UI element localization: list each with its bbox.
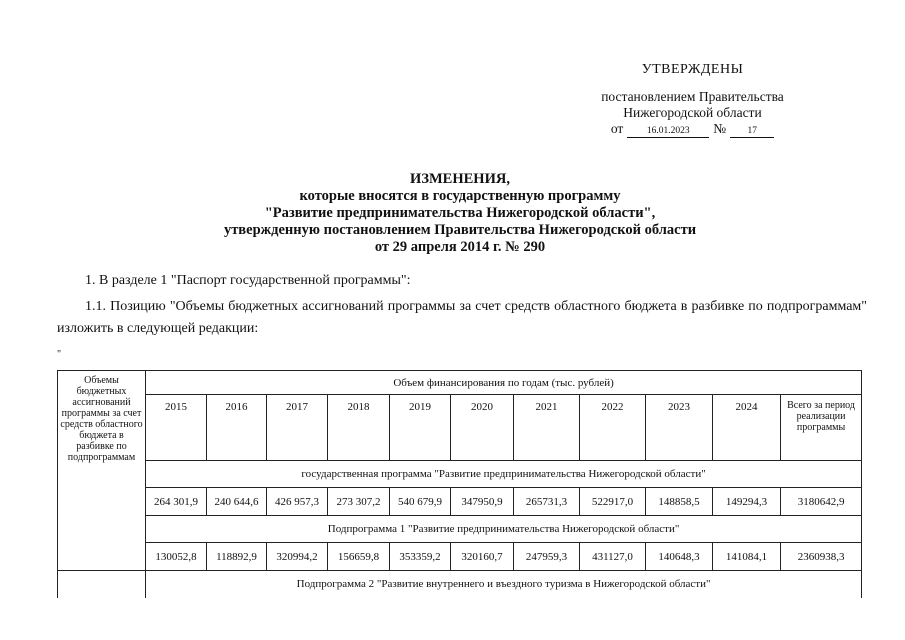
year-header: 2023	[646, 395, 713, 461]
year-header: 2016	[207, 395, 267, 461]
from-label: от	[610, 121, 624, 136]
section-title: Подпрограмма 2 "Развитие внутреннего и въездного туризма в Нижегородской области"	[146, 571, 862, 598]
row-label-cell: Объемы бюджетных ассигнований программы за счет средств областного бюджета в разбивке по подпрограммам	[58, 371, 146, 571]
value-cell: 240 644,6	[207, 488, 267, 516]
year-header: 2019	[390, 395, 451, 461]
section-title: Подпрограмма 1 "Развитие предпринимательства Нижегородской области"	[146, 516, 862, 543]
financing-header: Объем финансирования по годам (тыс. рублей)	[146, 371, 862, 395]
value-cell: 265731,3	[514, 488, 580, 516]
value-cell: 431127,0	[580, 543, 646, 571]
value-cell: 247959,3	[514, 543, 580, 571]
value-cell: 156659,8	[328, 543, 390, 571]
approval-line-1: постановлением Правительства	[601, 89, 784, 104]
table-row	[58, 543, 862, 571]
title-line-4: утвержденную постановлением Правительства Нижегородской области	[223, 222, 697, 238]
total-header: Всего за период реализации программы	[781, 395, 862, 461]
year-header: 2021	[514, 395, 580, 461]
title-line-2: которые вносятся в государственную программу	[299, 188, 621, 204]
title-line-3: "Развитие предпринимательства Нижегородской области",	[264, 205, 656, 221]
paragraph-1-1: 1.1. Позицию "Объемы бюджетных ассигнований программы за счет средств областного бюджета в разбивке по подпрограммам" изложить в следующей редакции:	[57, 299, 867, 336]
year-header: 2020	[451, 395, 514, 461]
value-cell: 426 957,3	[267, 488, 328, 516]
year-header: 2017	[267, 395, 328, 461]
number-label: №	[713, 121, 727, 136]
section-title: государственная программа "Развитие предпринимательства Нижегородской области"	[146, 461, 862, 488]
year-header: 2015	[146, 395, 207, 461]
approval-heading: УТВЕРЖДЕНЫ	[641, 62, 744, 77]
row-label-continuation	[58, 571, 146, 598]
total-cell: 3180642,9	[781, 488, 862, 516]
opening-quote: "	[57, 349, 62, 360]
value-cell: 273 307,2	[328, 488, 390, 516]
paragraph-1: 1. В разделе 1 "Паспорт государственной программы":	[85, 273, 411, 288]
total-cell: 2360938,3	[781, 543, 862, 571]
title-line-1: ИЗМЕНЕНИЯ,	[410, 171, 510, 187]
approval-date: 16.01.2023	[627, 126, 709, 138]
year-header: 2022	[580, 395, 646, 461]
year-header: 2018	[328, 395, 390, 461]
document-title	[100, 171, 820, 256]
value-cell: 148858,5	[646, 488, 713, 516]
value-cell: 141084,1	[713, 543, 781, 571]
approval-date-line	[585, 121, 800, 138]
value-cell: 353359,2	[390, 543, 451, 571]
value-cell: 320160,7	[451, 543, 514, 571]
year-header: 2024	[713, 395, 781, 461]
value-cell: 320994,2	[267, 543, 328, 571]
value-cell: 347950,9	[451, 488, 514, 516]
budget-table	[57, 370, 862, 598]
approval-block	[585, 89, 800, 138]
value-cell: 140648,3	[646, 543, 713, 571]
table-row	[58, 488, 862, 516]
value-cell: 522917,0	[580, 488, 646, 516]
value-cell: 130052,8	[146, 543, 207, 571]
approval-number: 17	[730, 126, 774, 138]
value-cell: 118892,9	[207, 543, 267, 571]
value-cell: 540 679,9	[390, 488, 451, 516]
value-cell: 149294,3	[713, 488, 781, 516]
value-cell: 264 301,9	[146, 488, 207, 516]
approval-line-2: Нижегородской области	[623, 105, 762, 120]
title-line-5: от 29 апреля 2014 г. № 290	[374, 239, 546, 255]
